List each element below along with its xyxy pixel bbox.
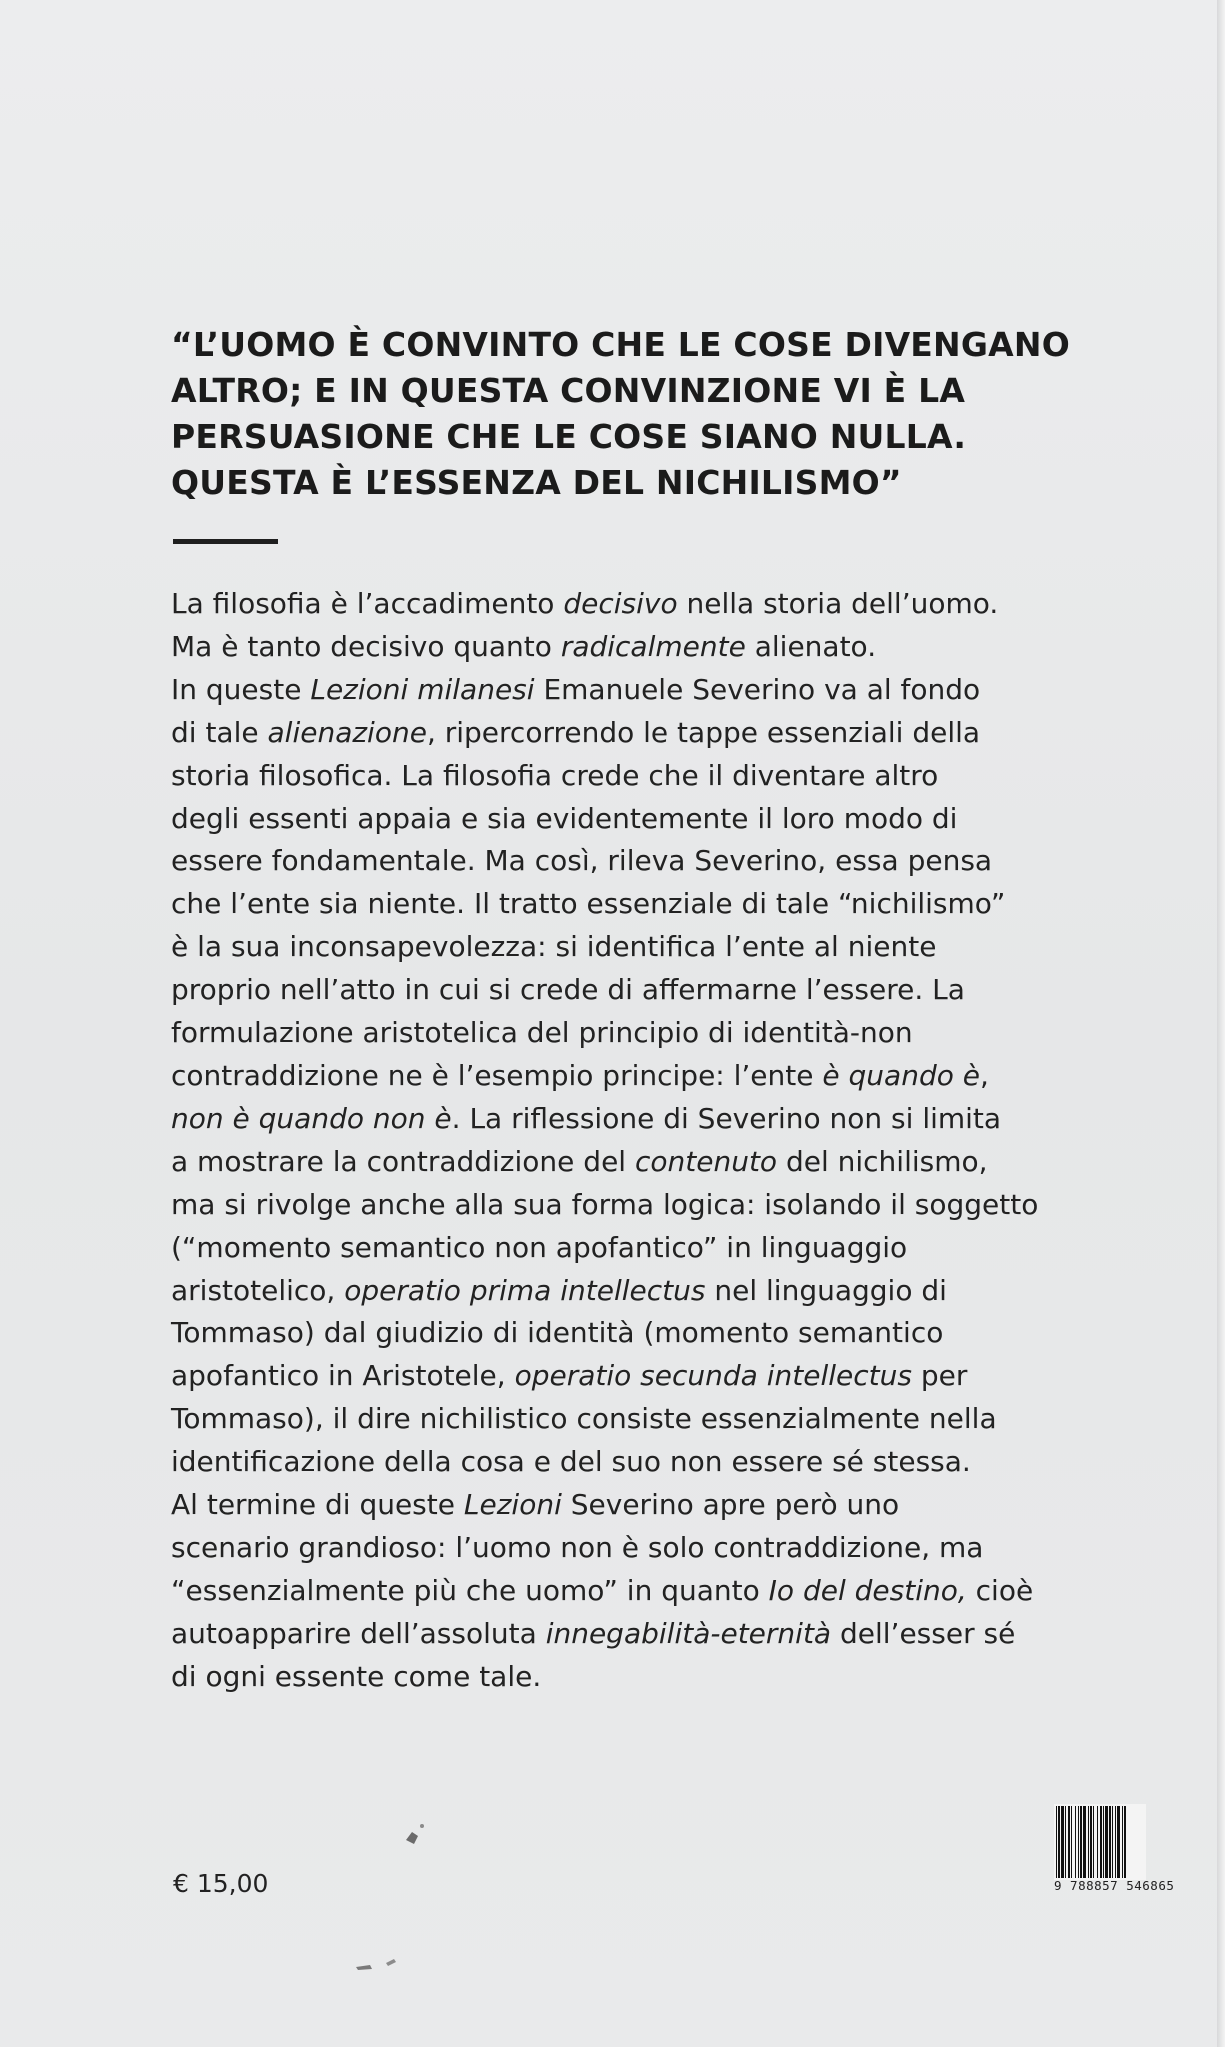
text: formulazione aristotelica del principio di identità-non bbox=[171, 1016, 913, 1050]
text: contraddizione ne è l’esempio principe: l’ente bbox=[171, 1058, 823, 1092]
cover-speck bbox=[352, 1955, 412, 1975]
italic-text: radicalmente bbox=[560, 629, 746, 663]
text: Tommaso) dal giudizio di identità (momento semantico bbox=[171, 1316, 944, 1350]
italic-text: decisivo bbox=[563, 587, 678, 620]
description-line bbox=[171, 1656, 1111, 1699]
description-line bbox=[171, 1184, 1111, 1227]
description-line bbox=[171, 1141, 1111, 1184]
barcode-bar bbox=[1117, 1806, 1120, 1878]
description-line bbox=[171, 883, 1111, 926]
description-line bbox=[171, 1527, 1111, 1570]
description-line bbox=[171, 669, 1111, 712]
text: è la sua inconsapevolezza: si identifica l’ente al niente bbox=[171, 930, 937, 964]
text: storia filosofica. La filosofia crede che il diventare altro bbox=[171, 758, 939, 792]
text: degli essenti appaia e sia evidentemente il loro modo di bbox=[171, 801, 958, 835]
description-line bbox=[171, 926, 1111, 969]
text: di ogni essente come tale. bbox=[171, 1659, 542, 1693]
description-line bbox=[171, 1398, 1111, 1441]
description-line bbox=[171, 1312, 1111, 1355]
italic-text: alienazione bbox=[267, 715, 427, 749]
description-line bbox=[171, 755, 1111, 798]
text: apofantico in Aristotele, bbox=[171, 1359, 515, 1393]
text: La filosofia è l’accadimento bbox=[171, 587, 564, 620]
description-line bbox=[171, 1355, 1111, 1398]
isbn-number: 9 788857 546865 bbox=[1054, 1878, 1175, 1893]
description-line bbox=[171, 969, 1111, 1012]
barcode-bar bbox=[1075, 1806, 1076, 1878]
barcode-bar bbox=[1115, 1806, 1116, 1878]
pull-quote-line: QUESTA È L’ESSENZA DEL NICHILISMO” bbox=[171, 463, 902, 502]
barcode-bar bbox=[1124, 1806, 1126, 1878]
barcode-bar bbox=[1058, 1806, 1060, 1878]
description-line bbox=[171, 1098, 1111, 1141]
description-line bbox=[171, 712, 1111, 755]
text: , bbox=[979, 1058, 989, 1092]
text: Tommaso), il dire nichilistico consiste essenzialmente nella bbox=[171, 1402, 997, 1436]
cover-edge bbox=[1217, 0, 1225, 2047]
italic-text: è quando è bbox=[822, 1058, 980, 1092]
text: scenario grandioso: l’uomo non è solo contraddizione, ma bbox=[171, 1530, 984, 1564]
barcode-bar bbox=[1097, 1806, 1098, 1878]
italic-text: Lezioni milanesi bbox=[310, 672, 535, 706]
description-line bbox=[171, 1270, 1111, 1313]
text: proprio nell’atto in cui si crede di affermarne l’essere. La bbox=[171, 973, 965, 1007]
barcode-bar bbox=[1100, 1806, 1102, 1878]
description-line bbox=[171, 626, 1111, 669]
divider-rule bbox=[173, 539, 278, 544]
barcode-bar bbox=[1122, 1806, 1123, 1878]
barcode-bar bbox=[1090, 1806, 1092, 1878]
text: Ma è tanto decisivo quanto bbox=[171, 629, 561, 663]
pull-quote-line: ALTRO; E IN QUESTA CONVINZIONE VI È LA bbox=[171, 371, 966, 410]
description-line bbox=[171, 1227, 1111, 1270]
italic-text: operatio secunda intellectus bbox=[514, 1359, 912, 1393]
price-label: € 15,00 bbox=[173, 1869, 269, 1898]
text: . La riflessione di Severino non si limita bbox=[451, 1101, 1002, 1135]
barcode bbox=[1054, 1804, 1146, 1880]
text: autoapparire dell’assoluta bbox=[171, 1616, 546, 1650]
cover-speck bbox=[398, 1818, 432, 1852]
barcode-bar bbox=[1112, 1806, 1113, 1878]
text: ma si rivolge anche alla sua forma logica: isolando il soggetto bbox=[171, 1187, 1039, 1221]
description-line bbox=[171, 798, 1111, 841]
barcode-bar bbox=[1083, 1806, 1086, 1878]
text: nella storia dell’uomo. bbox=[677, 587, 999, 620]
barcode-bar bbox=[1093, 1806, 1094, 1878]
barcode-bar bbox=[1080, 1806, 1082, 1878]
barcode-bar bbox=[1088, 1806, 1089, 1878]
text: , ripercorrendo le tappe essenziali della bbox=[426, 715, 981, 749]
text: In queste bbox=[171, 672, 311, 706]
description-line bbox=[171, 1484, 1111, 1527]
text: a mostrare la contraddizione del bbox=[171, 1144, 635, 1178]
barcode-bar bbox=[1068, 1806, 1070, 1878]
barcode-bar bbox=[1061, 1806, 1064, 1878]
text: “essenzialmente più che uomo” in quanto bbox=[171, 1573, 769, 1607]
barcode-bar bbox=[1071, 1806, 1072, 1878]
description-line bbox=[171, 1570, 1111, 1613]
barcode-bar bbox=[1109, 1806, 1111, 1878]
text: che l’ente sia niente. Il tratto essenziale di tale “nichilismo” bbox=[171, 887, 1006, 921]
italic-text: operatio prima intellectus bbox=[344, 1273, 706, 1307]
description-line bbox=[171, 840, 1111, 883]
book-description bbox=[171, 583, 1111, 1699]
barcode-bar bbox=[1105, 1806, 1108, 1878]
text: (“momento semantico non apofantico” in linguaggio bbox=[171, 1230, 908, 1264]
description-line bbox=[171, 583, 1111, 626]
text: alienato. bbox=[745, 629, 877, 663]
italic-text: innegabilità-eternità bbox=[545, 1616, 832, 1650]
barcode-bars bbox=[1054, 1804, 1146, 1880]
italic-text: Io del destino, bbox=[768, 1573, 967, 1607]
text: Severino apre però uno bbox=[561, 1488, 900, 1522]
text: aristotelico, bbox=[171, 1273, 345, 1307]
text: nel linguaggio di bbox=[705, 1273, 947, 1307]
text: cioè bbox=[966, 1573, 1034, 1607]
barcode-bar bbox=[1056, 1806, 1057, 1878]
text: Emanuele Severino va al fondo bbox=[534, 672, 981, 706]
text: di tale bbox=[171, 715, 268, 749]
description-line bbox=[171, 1441, 1111, 1484]
barcode-bar bbox=[1065, 1806, 1066, 1878]
text: dell’esser sé bbox=[831, 1616, 1016, 1650]
text: del nichilismo, bbox=[777, 1144, 988, 1178]
barcode-bar bbox=[1078, 1806, 1079, 1878]
italic-text: contenuto bbox=[634, 1144, 778, 1178]
description-line bbox=[171, 1613, 1111, 1656]
text: per bbox=[911, 1359, 968, 1393]
pull-quote-line: “L’UOMO È CONVINTO CHE LE COSE DIVENGANO bbox=[171, 325, 1070, 364]
italic-text: non è quando non è bbox=[171, 1101, 452, 1135]
pull-quote-line: PERSUASIONE CHE LE COSE SIANO NULLA. bbox=[171, 417, 967, 456]
text: identificazione della cosa e del suo non essere sé stessa. bbox=[171, 1445, 971, 1479]
text: essere fondamentale. Ma così, rileva Severino, essa pensa bbox=[171, 844, 993, 878]
italic-text: Lezioni bbox=[463, 1488, 562, 1522]
pull-quote bbox=[171, 322, 1131, 506]
text: Al termine di queste bbox=[171, 1488, 464, 1522]
barcode-bar bbox=[1103, 1806, 1104, 1878]
description-line bbox=[171, 1055, 1111, 1098]
description-line bbox=[171, 1012, 1111, 1055]
